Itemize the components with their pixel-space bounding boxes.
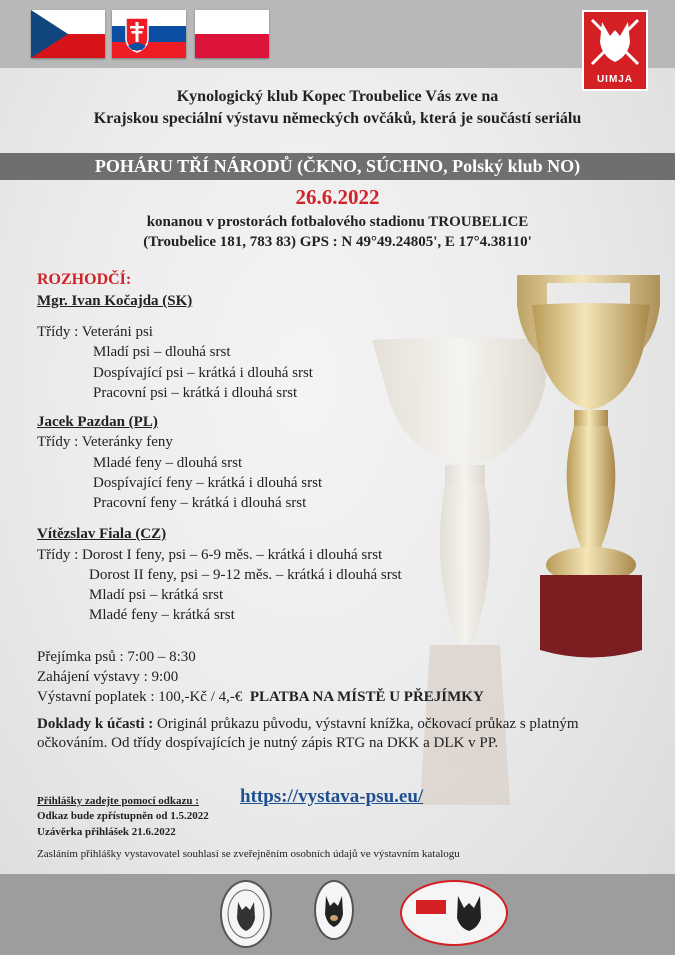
judge-3-class: Dorost II feny, psi – 9-12 měs. – krátká i dlouhá srst: [89, 567, 402, 583]
judge-name-2: Jacek Pazdan (PL): [37, 414, 158, 430]
judge-name-3: Vítězslav Fiala (CZ): [37, 526, 167, 542]
consent-note: Zasláním přihlášky vystavovatel souhlasí se zveřejněním osobních údajů ve výstavním katalogu: [37, 848, 460, 860]
series-title: POHÁRU TŘÍ NÁRODŮ (ČKNO, SÚCHNO, Polský klub NO): [94, 156, 581, 176]
judge-1-class: Pracovní psi – krátká i dlouhá srst: [93, 385, 298, 401]
uimja-logo: [582, 10, 648, 91]
czech-flag-icon: [31, 10, 105, 58]
intake-time: Přejímka psů : 7:00 – 8:30: [37, 649, 196, 665]
polish-flag-icon: [195, 10, 269, 58]
judge-1-class: Dospívající psi – krátká i dlouhá srst: [93, 365, 313, 381]
judge-3-class: Třídy : Dorost I feny, psi – 6-9 měs. – krátká i dlouhá srst: [37, 547, 383, 563]
judge-2-class: Třídy : Veteránky feny: [37, 434, 173, 450]
intro-line-2: Krajskou speciální výstavu německých ovčáků, která je součástí seriálu: [93, 110, 582, 127]
venue-line-1: konanou v prostorách fotbalového stadionu TROUBELICE: [146, 214, 529, 230]
venue-line-2: (Troubelice 181, 783 83) GPS : N 49°49.24805', E 17°4.38110': [143, 234, 532, 250]
judge-2-class: Mladé feny – dlouhá srst: [93, 455, 243, 471]
logo-text: UIMJA: [596, 74, 634, 85]
judge-1-class: Třídy : Veteráni psi: [37, 324, 153, 340]
event-date: 26.6.2022: [295, 185, 380, 209]
slovak-flag-icon: [112, 10, 186, 58]
judge-1-class: Mladí psi – dlouhá srst: [93, 344, 231, 360]
judge-2-class: Pracovní feny – krátká i dlouhá srst: [93, 495, 307, 511]
judge-name-1: Mgr. Ivan Kočajda (SK): [37, 293, 193, 309]
judge-3-class: Mladí psi – krátká srst: [89, 587, 224, 603]
documents-text: Originál průkazu původu, výstavní knížka, očkovací průkaz s platným očkováním. Od třídy dospívajících je nutný zápis RTG na DKK a DLK v PP.: [37, 716, 579, 751]
intro-line-1: Kynologický klub Kopec Troubelice Vás zve na: [176, 88, 499, 105]
polish-club-logo: [400, 880, 508, 946]
documents-label: Doklady k účasti :: [37, 716, 154, 732]
show-start-time: Zahájení výstavy : 9:00: [37, 669, 179, 685]
entry-fee-value: Výstavní poplatek : 100,-Kč / 4,-€: [37, 689, 243, 705]
judge-2-class: Dospívající feny – krátká i dlouhá srst: [93, 475, 323, 491]
judge-3-class: Mladé feny – krátká srst: [89, 607, 235, 623]
registration-link[interactable]: https://vystava-psu.eu/: [240, 786, 424, 807]
judges-title: ROZHODČÍ:: [37, 271, 132, 288]
registration-deadline: Uzávěrka přihlášek 21.6.2022: [37, 826, 176, 838]
dog-head-icon: [584, 12, 646, 72]
german-shepherd-logo: [314, 880, 354, 940]
registration-label: Přihlášky zadejte pomocí odkazu :: [37, 795, 199, 807]
link-availability: Odkaz bude zpřístupněn od 1.5.2022: [37, 810, 209, 822]
payment-note: PLATBA NA MÍSTĚ U PŘEJÍMKY: [249, 689, 484, 705]
ckno-seal-logo: [220, 880, 272, 948]
documents-paragraph: [37, 715, 637, 753]
entry-fee: [37, 687, 484, 707]
